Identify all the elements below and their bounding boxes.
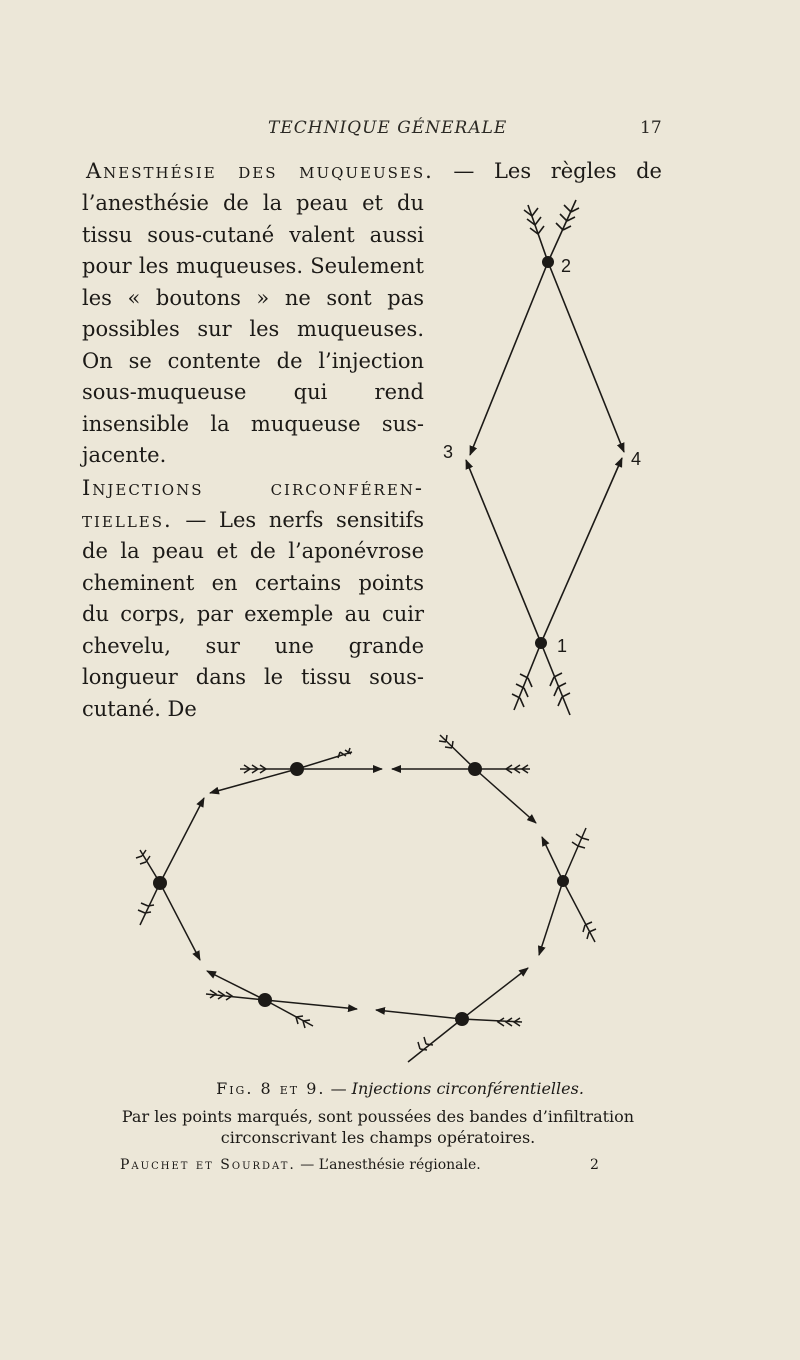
ring-point-left [153,876,167,890]
diamond-label-2: 2 [561,256,572,276]
ring-line-c2 [160,883,200,960]
ring-line-f1 [376,1010,462,1019]
diamond-line-2-4 [548,262,624,452]
footer-reference [120,1157,481,1173]
feather-top-right [548,200,576,262]
feather-bottom-left [514,643,541,710]
ring-line-d3 [563,828,586,881]
ring-point-top-right [468,762,482,776]
running-title: TECHNIQUE GÉNERALE [268,118,508,138]
diamond-line-1-3 [466,460,541,643]
ring-line-f4 [408,1019,462,1062]
ring-line-f2 [462,968,528,1019]
ring-line-b4 [440,735,475,769]
diamond-label-3: 3 [443,442,454,462]
diamond-point-2 [542,256,554,268]
diamond-label-1: 1 [557,636,568,656]
diamond-point-1 [535,637,547,649]
ring-line-d1 [542,837,563,881]
footer-authors: Pauchet et Sourdat. [120,1157,296,1173]
section-title-mucous: Anesthésie des muqueuses. [86,159,434,183]
ring-line-f3 [462,1019,522,1022]
figure-8-diamond [466,200,624,715]
ring-line-d2 [539,881,563,955]
ring-point-bottom-right [455,1012,469,1026]
ring-line-d4 [563,881,595,942]
ring-line-c1 [160,798,204,883]
ring-point-right [557,875,569,887]
page-number: 17 [640,118,662,138]
diamond-line-1-4 [541,458,622,643]
section-heading-rest: — Les règles de [453,159,662,183]
section-title-circumferential: Injections circonféren- [82,476,424,500]
ring-point-top-left [290,762,304,776]
figure-title: Injections circonférentielles. [351,1079,584,1098]
footer-work: — L’anesthésie régionale. [295,1157,481,1173]
paragraph-circumferential-text: — Les nerfs sensitifs de la peau et de l’aponévrose cheminent en certains points du corps, par exemple au cuir chevelu, sur une grande longueur dans le tissu sous-cutané. De [82,507,424,721]
ring-point-bottom-left [258,993,272,1007]
diamond-line-2-3 [470,262,548,455]
figure-caption-body: Par les points marqués, sont poussées des bandes d’infiltration circonscrivant les champs opératoires. [121,1107,635,1147]
section-title-circumferential-cont: tielles. [82,507,173,532]
figure-number: Fig. 8 et 9. [216,1079,326,1098]
caption-dash: — [325,1079,352,1098]
ring-line-b2 [475,769,536,823]
figure-caption-title [0,1079,800,1098]
signature-mark: 2 [590,1157,599,1173]
figure-9-ring [136,735,596,1062]
diamond-label-4: 4 [631,449,642,469]
paragraph-mucous: l’anesthésie de la peau et du tissu sous-cutané valent aussi pour les muqueuses. Seulement les « boutons » ne sont pas possibles sur les muqueuses. On se contente de l’injection sous-muqueuse qui rend insensible la muqueuse sus-jacente. [82,191,424,467]
